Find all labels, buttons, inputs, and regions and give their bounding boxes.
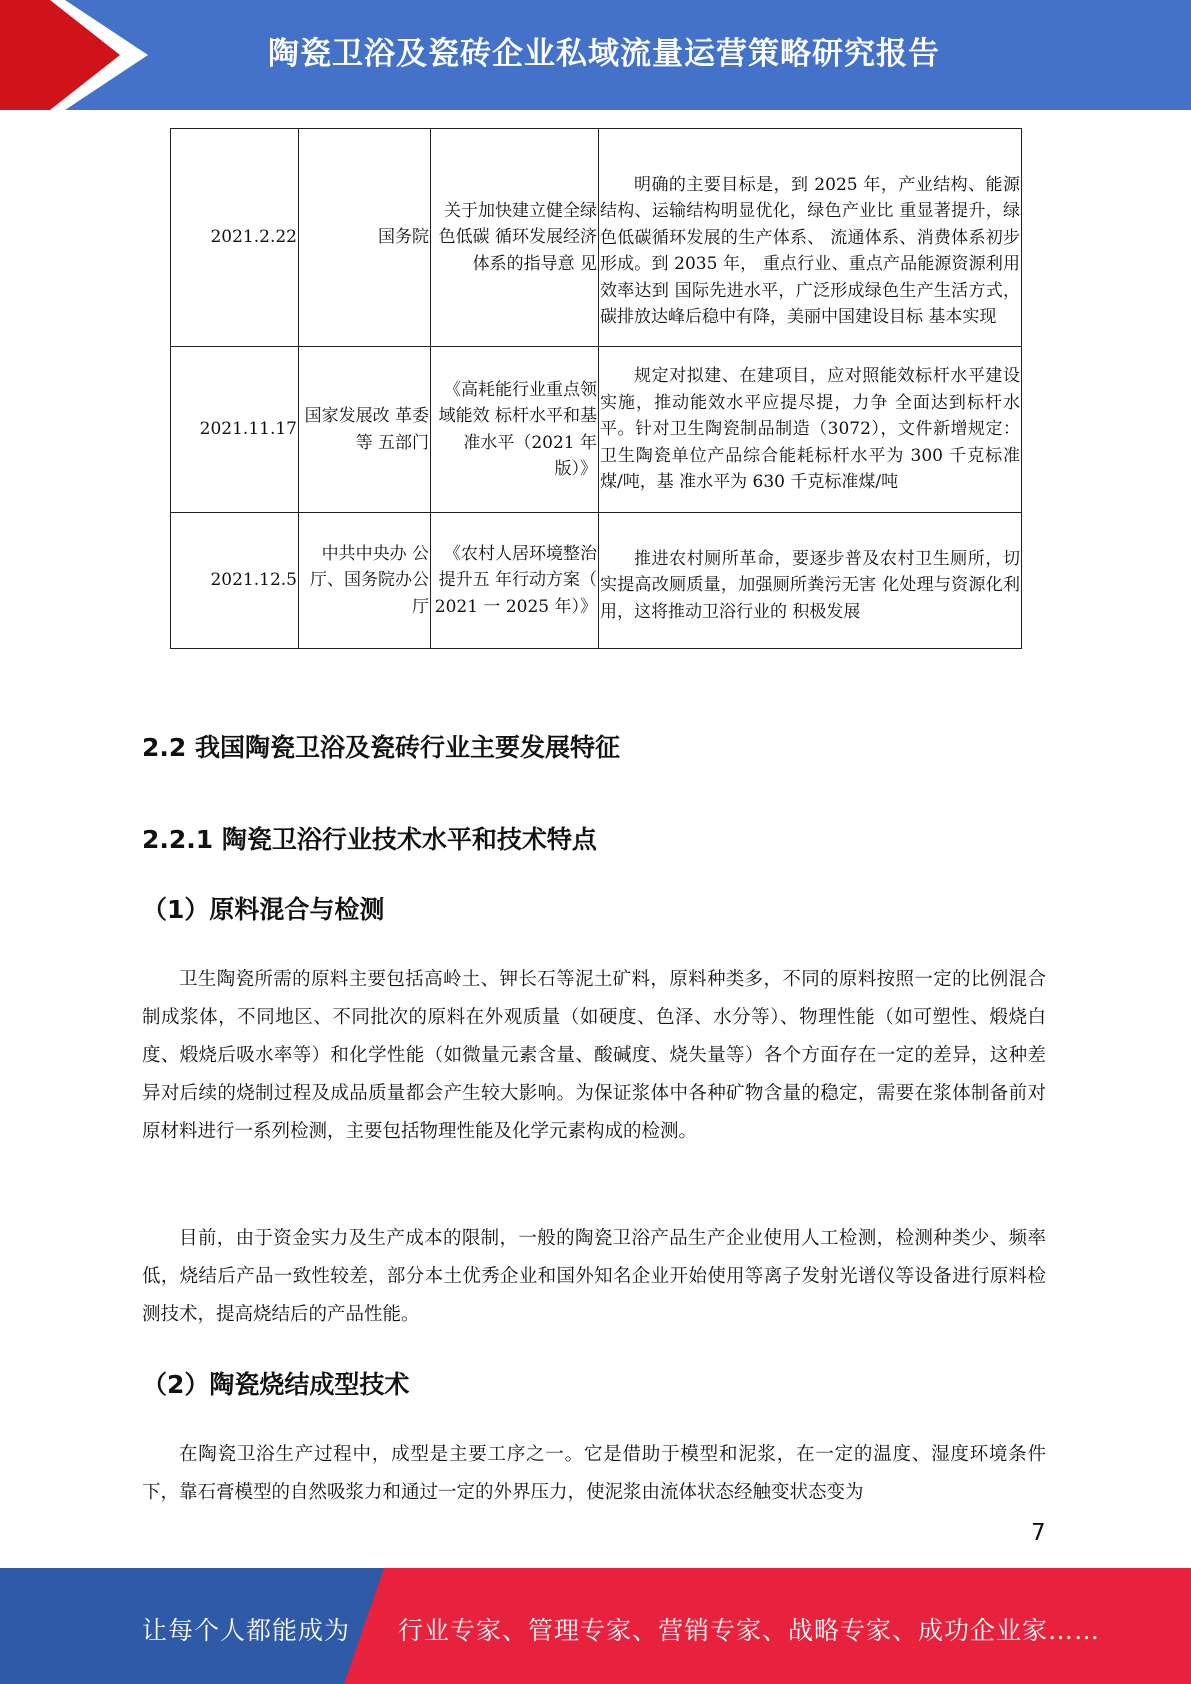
policy-issuer: 国家发展改 革委等 五部门 bbox=[299, 347, 431, 513]
policy-date: 2021.12.5 bbox=[171, 513, 299, 649]
policy-issuer: 国务院 bbox=[299, 129, 431, 347]
footer-slogan-left: 让每个人都能成为 bbox=[142, 1616, 351, 1645]
policy-issuer: 中共中央办 公厅、国务院办公厅 bbox=[299, 513, 431, 649]
page-number: 7 bbox=[1031, 1520, 1046, 1546]
policy-document: 《农村人居环境整治提升五 年行动方案（ 2021 一 2025 年）》 bbox=[431, 513, 599, 649]
section-heading: 2.2 我国陶瓷卫浴及瓷砖行业主要发展特征 bbox=[142, 733, 620, 762]
policy-description: 推进农村厕所革命，要逐步普及农村卫生厕所，切实提高改厕质量，加强厕所粪污无害 化处理与资源化利用，这将推动卫浴行业的 积极发展 bbox=[599, 513, 1022, 649]
table-row bbox=[171, 513, 1022, 649]
policy-date: 2021.11.17 bbox=[171, 347, 299, 513]
document-title: 陶瓷卫浴及瓷砖企业私域流量运营策略研究报告 bbox=[268, 36, 940, 72]
footer-slogan-right: 行业专家、管理专家、营销专家、战略专家、成功企业家…… bbox=[398, 1616, 1101, 1645]
policy-description: 规定对拟建、在建项目，应对照能效标杆水平建设实施，推动能效水平应提尽提，力争 全面达到标杆水平。针对卫生陶瓷制品制造（3072），文件新增规定：卫生陶瓷单位产品综合能耗标杆水平为 300 千克标准煤/吨，基 准水平为 630 千克标准煤/吨 bbox=[599, 347, 1022, 513]
body-paragraph: 目前，由于资金实力及生产成本的限制，一般的陶瓷卫浴产品生产企业使用人工检测，检测种类少、频率低，烧结后产品一致性较差，部分本土优秀企业和国外知名企业开始使用等离子发射光谱仪等设备进行原料检测技术，提高烧结后的产品性能。 bbox=[142, 1228, 1046, 1325]
table-row bbox=[171, 347, 1022, 513]
table-row bbox=[171, 129, 1022, 347]
policy-description: 明确的主要目标是，到 2025 年，产业结构、能源结构、运输结构明显优化，绿色产业比 重显著提升，绿色低碳循环发展的生产体系、 流通体系、消费体系初步形成。到 2035 年， 重点行业、重点产品能源资源利用效率达到 国际先进水平，广泛形成绿色生产生活方式， 碳排放达峰后稳中有降，美丽中国建设目标 基本实现 bbox=[599, 129, 1022, 347]
footer-banner bbox=[0, 1568, 1191, 1684]
header-banner bbox=[0, 0, 1191, 110]
policy-date: 2021.2.22 bbox=[171, 129, 299, 347]
topic-heading: （2）陶瓷烧结成型技术 bbox=[142, 1370, 410, 1399]
body-paragraph: 在陶瓷卫浴生产过程中，成型是主要工序之一。它是借助于模型和泥浆，在一定的温度、湿度环境条件下，靠石膏模型的自然吸浆力和通过一定的外界压力，使泥浆由流体状态经触变状态变为 bbox=[142, 1444, 1046, 1503]
policy-document: 《高耗能行业重点领域能效 标杆水平和基 准水平（2021 年 版）》 bbox=[431, 347, 599, 513]
body-paragraph: 卫生陶瓷所需的原料主要包括高岭土、钾长石等泥土矿料，原料种类多，不同的原料按照一定的比例混合制成浆体，不同地区、不同批次的原料在外观质量（如硬度、色泽、水分等）、物理性能（如可塑性、煅烧白度、煅烧后吸水率等）和化学性能（如微量元素含量、酸碱度、烧失量等）各个方面存在一定的差异，这种差异对后续的烧制过程及成品质量都会产生较大影响。为保证浆体中各种矿物含量的稳定，需要在浆体制备前对原材料进行一系列检测，主要包括物理性能及化学元素构成的检测。 bbox=[142, 969, 1046, 1142]
topic-heading: （1）原料混合与检测 bbox=[142, 895, 385, 924]
policy-document: 关于加快建立健全绿色低碳 循环发展经济 体系的指导意 见 bbox=[431, 129, 599, 347]
policy-table bbox=[170, 128, 1022, 649]
subsection-heading: 2.2.1 陶瓷卫浴行业技术水平和技术特点 bbox=[142, 825, 597, 854]
